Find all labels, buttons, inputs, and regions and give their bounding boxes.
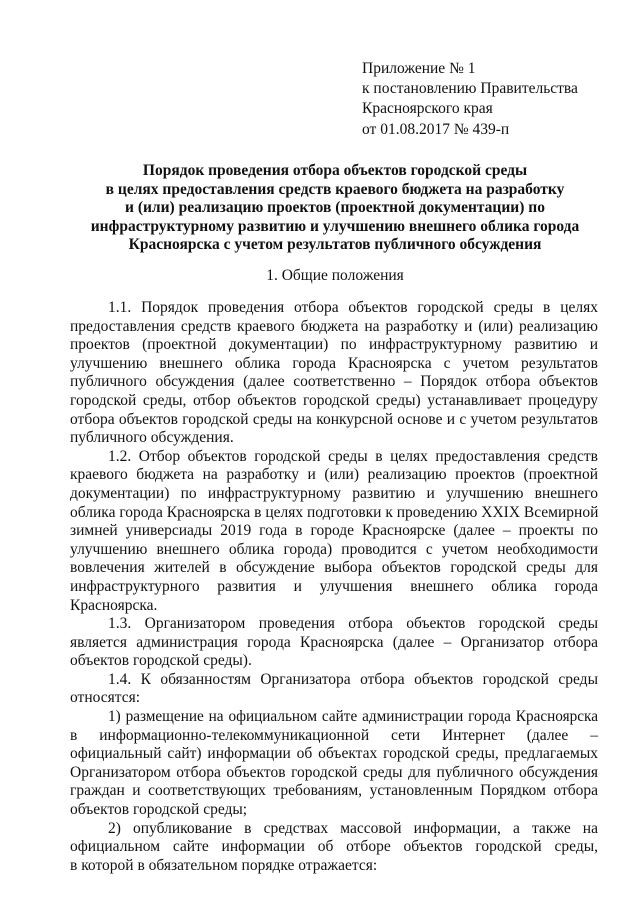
document-title — [70, 162, 600, 255]
paragraph-line: облика города Красноярска в целях подготовки к проведению XXIX Всемирной — [70, 503, 599, 521]
paragraph-line: Организатором отбора объектов городской среды для публичного обсуждения — [70, 763, 598, 781]
paragraph-line: улучшению внешнего облика города Красноярска с учетом результатов — [70, 354, 598, 372]
paragraph-line: документации) по инфраструктурному развитию и улучшению внешнего — [70, 484, 598, 502]
paragraph-line: официальный сайт) информации об объектах городской среды, предлагаемых — [70, 745, 598, 763]
paragraph-line: граждан и соответствующих требованиям, установленным Порядком отбора — [70, 782, 598, 800]
appendix-line: Красноярского края — [362, 100, 493, 118]
paragraph-line: 1.2. Отбор объектов городской среды в целях предоставления средств — [108, 447, 598, 465]
paragraph-line: инфраструктурного развития и улучшения внешнего облика города — [70, 577, 598, 595]
title-line: Красноярска с учетом результатов публичного обсуждения — [128, 236, 542, 254]
paragraph-line: краевого бюджета на разработку и (или) реализацию проектов (проектной — [70, 466, 598, 484]
paragraph-line: относятся: — [70, 689, 141, 707]
paragraph-line: отбора объектов городской среды на конкурсной основе и с учетом результатов — [70, 410, 598, 428]
appendix-reference — [362, 59, 622, 140]
paragraph-line: 2) опубликование в средствах массовой информации, а также на — [108, 819, 598, 837]
paragraph-line: городской среды, отбор объектов городской среды) устанавливает процедуру — [70, 391, 598, 409]
section-heading: 1. Общие положения — [266, 267, 404, 284]
paragraph-line: является администрация города Красноярска (далее – Организатор отбора — [70, 633, 598, 651]
title-line: и (или) реализацию проектов (проектной документации) по — [125, 199, 545, 217]
appendix-line: к постановлению Правительства — [362, 80, 578, 98]
paragraph-line: вовлечения жителей в обсуждение выбора объектов городской среды для — [70, 559, 598, 577]
paragraph-line: 1.4. К обязанностям Организатора отбора объектов городской среды — [108, 670, 598, 688]
paragraph-line: 1.1. Порядок проведения отбора объектов городской среды в целях — [108, 299, 598, 316]
paragraph-line: в информационно-телекоммуникационной сети Интернет (далее – — [70, 726, 598, 744]
paragraph-line: Красноярска. — [70, 596, 158, 614]
title-line: в целях предоставления средств краевого бюджета на разработку — [105, 180, 565, 198]
paragraph-line: объектов городской среды; — [70, 801, 248, 819]
paragraph-line: предоставления средств краевого бюджета на разработку и (или) реализацию — [70, 317, 598, 335]
title-line: инфраструктурному развитию и улучшению внешнего облика города — [90, 217, 580, 235]
paragraph-line: официальном сайте информации об отборе объектов городской среды, — [70, 838, 598, 856]
paragraph-line: публичного обсуждения (далее соответственно – Порядок отбора объектов — [70, 373, 598, 391]
paragraph-line: зимней универсиады 2019 года в городе Красноярске (далее – проекты по — [70, 522, 598, 540]
paragraph-line: улучшению внешнего облика города) проводится с учетом необходимости — [70, 540, 598, 558]
document-body — [70, 299, 598, 875]
paragraph-line: 1.3. Организатором проведения отбора объектов городской среды — [108, 615, 598, 633]
paragraph-line: проектов (проектной документации) по инфраструктурному развитию и — [70, 336, 598, 354]
paragraph-line: 1) размещение на официальном сайте администрации города Красноярска — [108, 708, 598, 726]
paragraph-line: объектов городской среды). — [70, 652, 252, 670]
appendix-line: от 01.08.2017 № 439-п — [362, 120, 510, 138]
paragraph-line: публичного обсуждения. — [70, 429, 234, 447]
paragraph-line: в которой в обязательном порядке отражается: — [70, 856, 378, 874]
title-line: Порядок проведения отбора объектов городской среды — [142, 162, 528, 179]
appendix-line: Приложение № 1 — [362, 60, 476, 77]
